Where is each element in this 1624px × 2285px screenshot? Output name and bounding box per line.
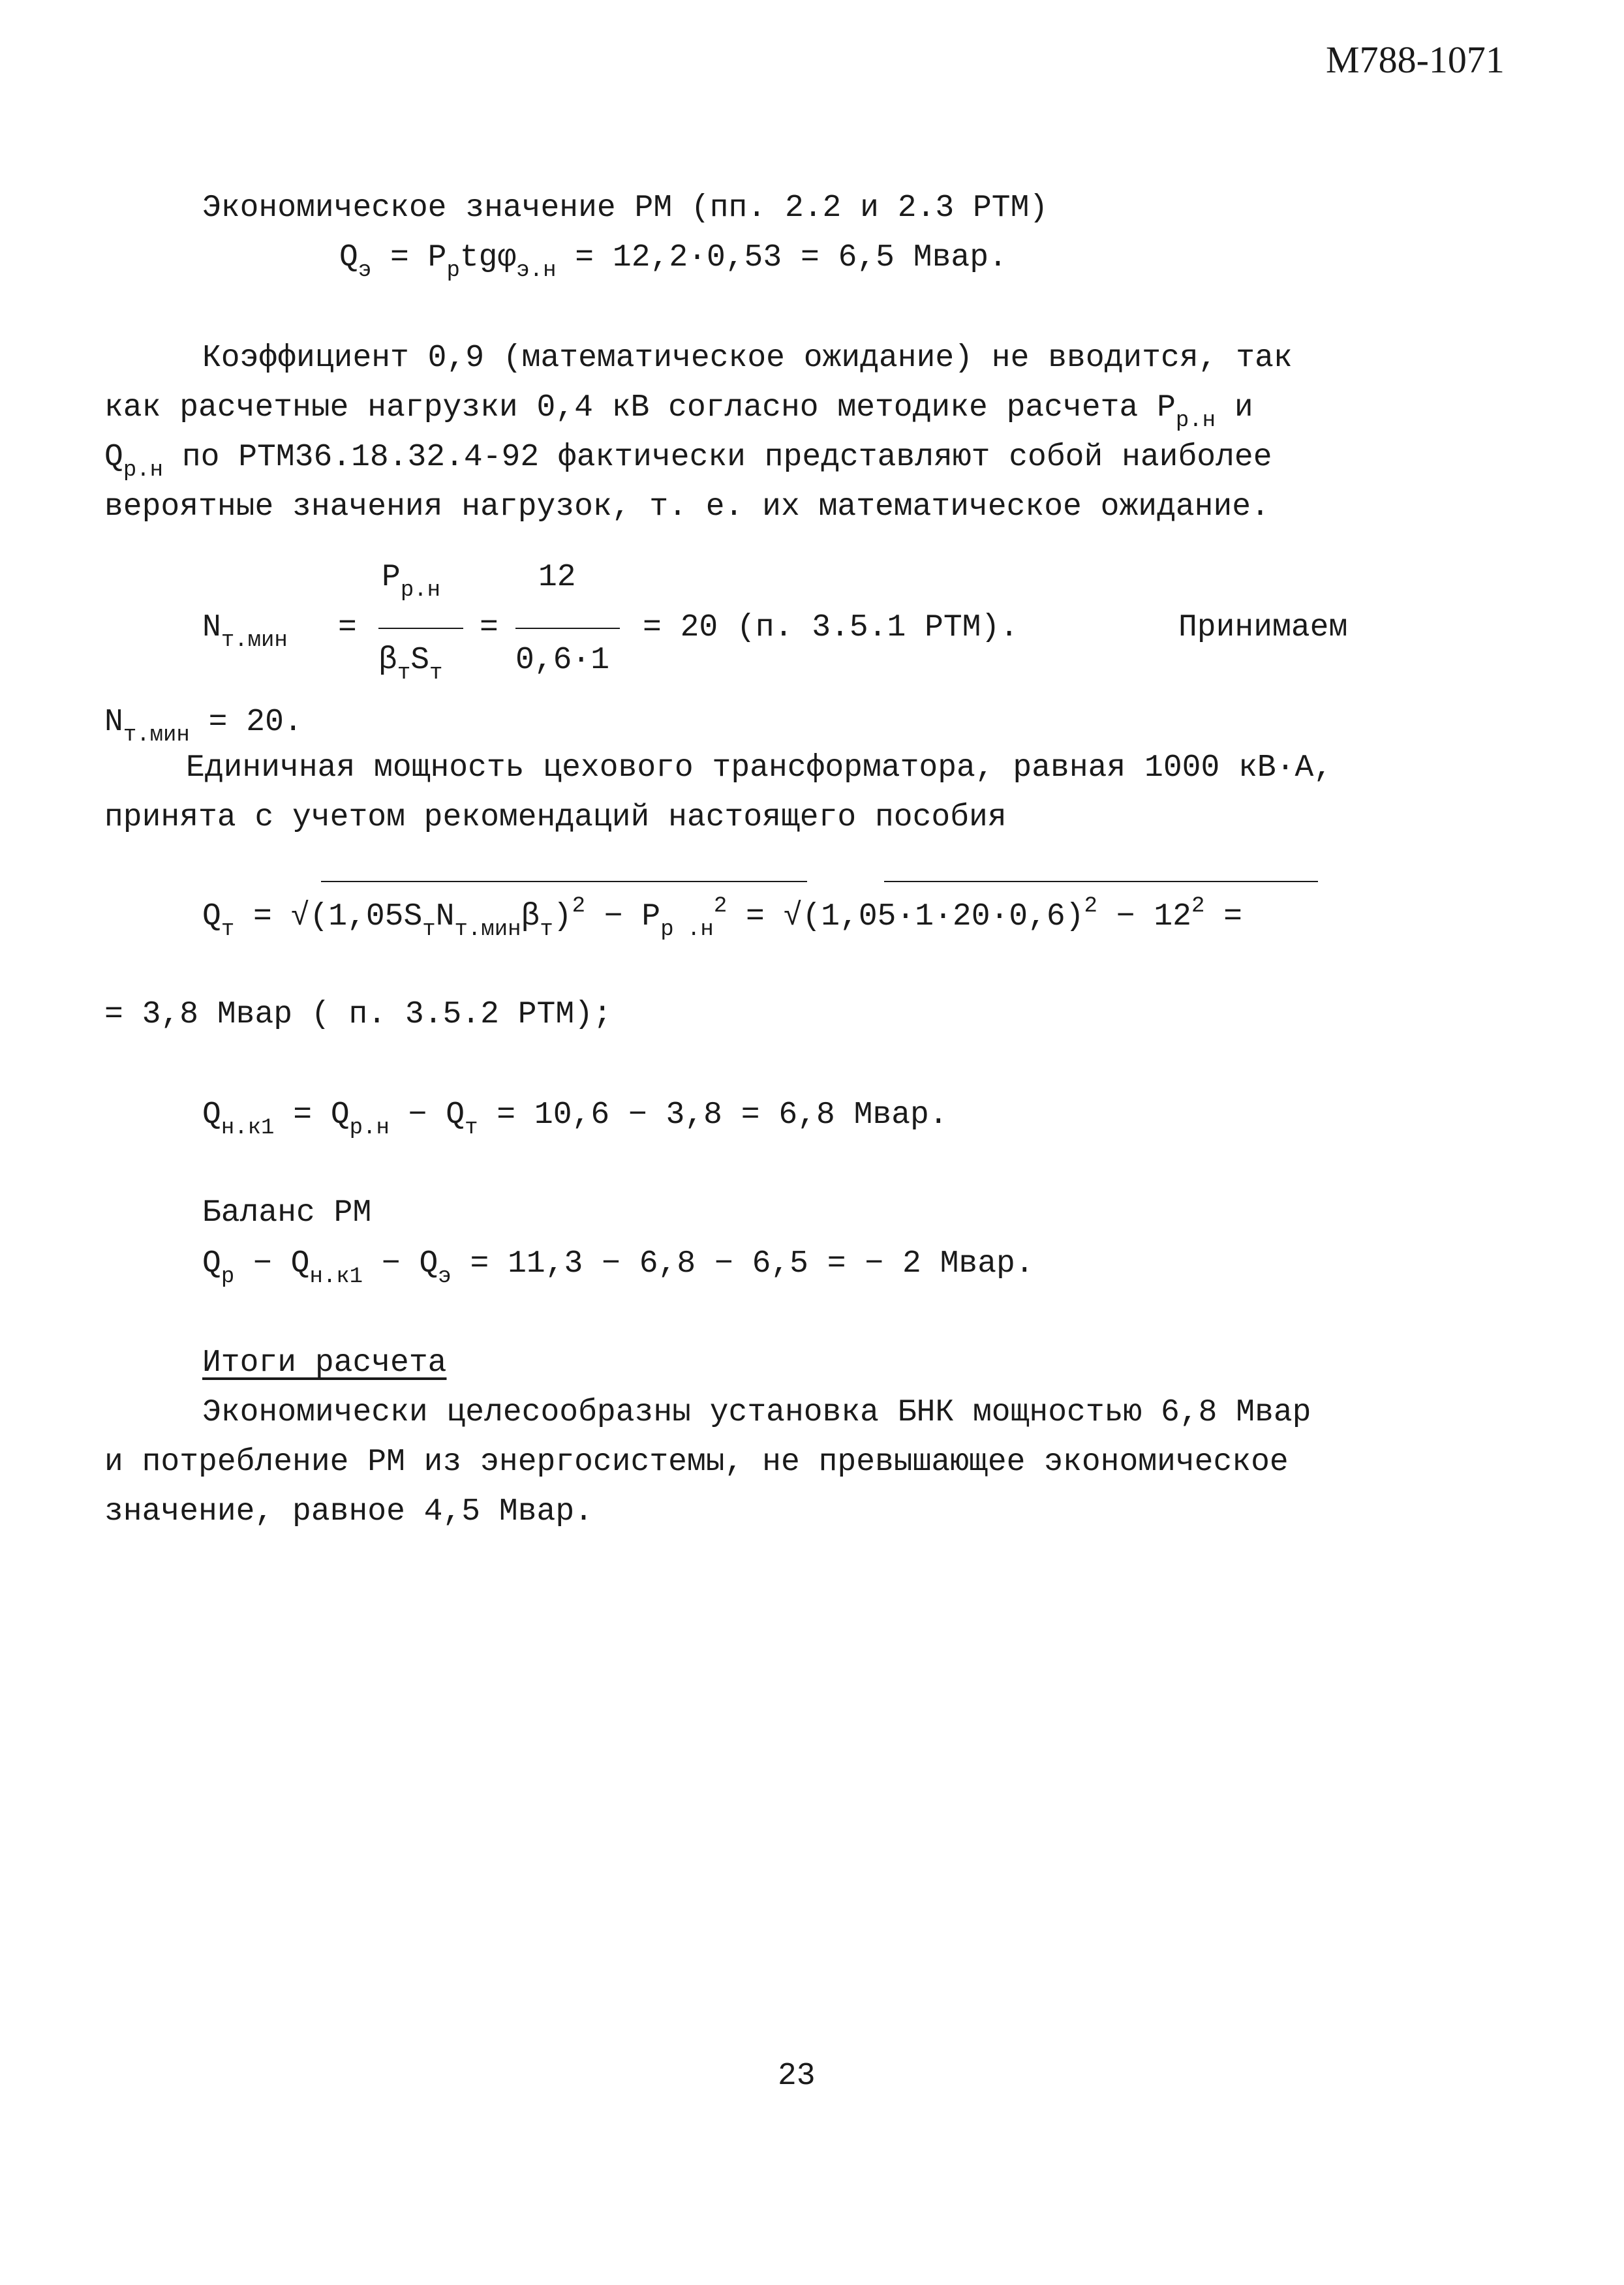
balance-formula: [202, 1246, 1034, 1289]
balance-m2: − Q: [363, 1246, 438, 1281]
econ-p: P: [427, 240, 447, 275]
coef-line3b: по РТМ36.18.32.4-92 фактически представляют собой наиболее: [163, 440, 1272, 475]
results-line3: значение, равное 4,5 Мвар.: [104, 1494, 593, 1529]
qnk-qp-sub: р.н: [349, 1116, 390, 1141]
nmin-num-p: P: [382, 560, 401, 595]
qt-root1: √(1,05S: [290, 899, 423, 934]
qt-beta-sub: т: [540, 917, 553, 942]
nmin-n-sub: т.мин: [221, 628, 288, 653]
nmin-den-b: β: [378, 643, 397, 678]
nmin-final-val: = 20.: [189, 705, 303, 740]
qnk-q: Q: [202, 1097, 221, 1133]
page-number: 23: [778, 2059, 816, 2094]
balance-q-sub: р: [221, 1265, 235, 1289]
qt-eq: =: [234, 899, 291, 934]
transformer-line2: принята с учетом рекомендаций настоящего пособия: [104, 800, 1007, 835]
qt-result: = 3,8 Мвар ( п. 3.5.2 РТМ);: [104, 997, 612, 1032]
coef-line2a: как расчетные нагрузки 0,4 кВ согласно методике расчета: [104, 390, 1157, 425]
qt-radical-bar1: [321, 881, 807, 882]
qnk-eq: = Q: [274, 1097, 350, 1133]
econ-tg: tgφ: [459, 240, 517, 275]
qt-sq1: 2: [572, 894, 585, 919]
balance-tail: = 11,3 − 6,8 − 6,5 = − 2 Мвар.: [451, 1246, 1034, 1281]
qt-q-sub: т: [221, 917, 235, 942]
qt-eq2: =: [727, 899, 784, 934]
qt-tail2: − 12: [1097, 899, 1191, 934]
nmin-final: [104, 705, 303, 748]
nmin-result: = 20 (п. 3.5.1 РТМ).: [643, 610, 1019, 645]
balance-m1: − Q: [234, 1246, 310, 1281]
qt-sq-p: 2: [713, 894, 728, 919]
econ-p-sub: р: [446, 258, 460, 283]
econ-formula: [339, 240, 1007, 283]
qnk-qt-sub: т: [465, 1116, 478, 1141]
qt-formula: [202, 894, 1242, 942]
qt-n: N: [435, 899, 455, 934]
coef-line3: [104, 440, 1272, 483]
qt-radical-bar2: [884, 881, 1318, 882]
econ-eq: =: [371, 240, 428, 275]
econ-intro: Экономическое значение РМ (пп. 2.2 и 2.3 РТМ): [202, 191, 1049, 226]
qt-close1: ): [553, 899, 572, 934]
qnk-tail: = 10,6 − 3,8 = 6,8 Мвар.: [478, 1097, 948, 1133]
coef-p-sub: р.н: [1175, 408, 1216, 433]
nmin-final-sub: т.мин: [123, 723, 190, 748]
nmin-num-p-sub: р.н: [400, 578, 441, 603]
nmin-den-s-sub: т: [429, 661, 443, 686]
balance-s1: н.к1: [309, 1265, 363, 1289]
qt-minus-p: − P: [585, 899, 661, 934]
results-line1: Экономически целесообразны установка БНК мощностью 6,8 Мвар: [202, 1395, 1311, 1430]
qnk-q-sub: н.к1: [221, 1116, 275, 1141]
document-code: М788-1071: [1326, 38, 1505, 81]
balance-s2: э: [438, 1265, 452, 1289]
nmin-den-b-sub: т: [397, 661, 411, 686]
econ-tg-sub: э.н: [516, 258, 557, 283]
qnk-minus: − Q: [389, 1097, 465, 1133]
qt-s-sub: т: [422, 917, 436, 942]
nmin-num2: 12: [538, 560, 576, 595]
nmin-den-s: S: [410, 643, 430, 678]
coef-q-sub: р.н: [123, 458, 164, 483]
nmin-eq2: =: [480, 610, 498, 645]
nmin-fraction-bar: [378, 628, 463, 629]
coef-line2: [104, 390, 1253, 433]
nmin-den2: 0,6·1: [515, 643, 610, 678]
coef-p: P: [1157, 390, 1176, 425]
balance-title: Баланс РМ: [202, 1195, 372, 1231]
coef-line1: Коэффициент 0,9 (математическое ожидание) не вводится, так: [202, 341, 1293, 376]
coef-q: Q: [104, 440, 123, 475]
nmin-final-n: N: [104, 705, 123, 740]
qt-p-sub: р .н: [660, 917, 714, 942]
qt-sq2: 2: [1084, 894, 1097, 919]
nmin-lhs: [202, 610, 288, 653]
econ-q-sub: э: [358, 258, 372, 283]
nmin-accept: Принимаем: [1178, 610, 1348, 645]
qnk-formula: [202, 1097, 948, 1141]
qt-sq3: 2: [1191, 894, 1205, 919]
econ-tail: = 12,2·0,53 = 6,5 Мвар.: [556, 240, 1007, 275]
qt-root2: √(1,05·1·20·0,6): [783, 899, 1084, 934]
qt-eq3: =: [1204, 899, 1242, 934]
nmin-denominator: [378, 643, 443, 686]
nmin-numerator: [382, 560, 441, 603]
qt-q: Q: [202, 899, 221, 934]
coef-line2b: и: [1216, 390, 1253, 425]
coef-line4: вероятные значения нагрузок, т. е. их математическое ожидание.: [104, 489, 1270, 525]
qt-beta: β: [521, 899, 540, 934]
results-line2: и потребление РМ из энергосистемы, не превышающее экономическое: [104, 1445, 1289, 1480]
econ-q: Q: [339, 240, 358, 275]
transformer-line1: Единичная мощность цехового трансформатора, равная 1000 кВ·А,: [186, 750, 1333, 786]
nmin-eq: =: [338, 610, 357, 645]
qt-n-sub: т.мин: [454, 917, 521, 942]
nmin-fraction-bar2: [515, 628, 620, 629]
nmin-n: N: [202, 610, 221, 645]
results-title: Итоги расчета: [202, 1345, 447, 1381]
balance-q: Q: [202, 1246, 221, 1281]
